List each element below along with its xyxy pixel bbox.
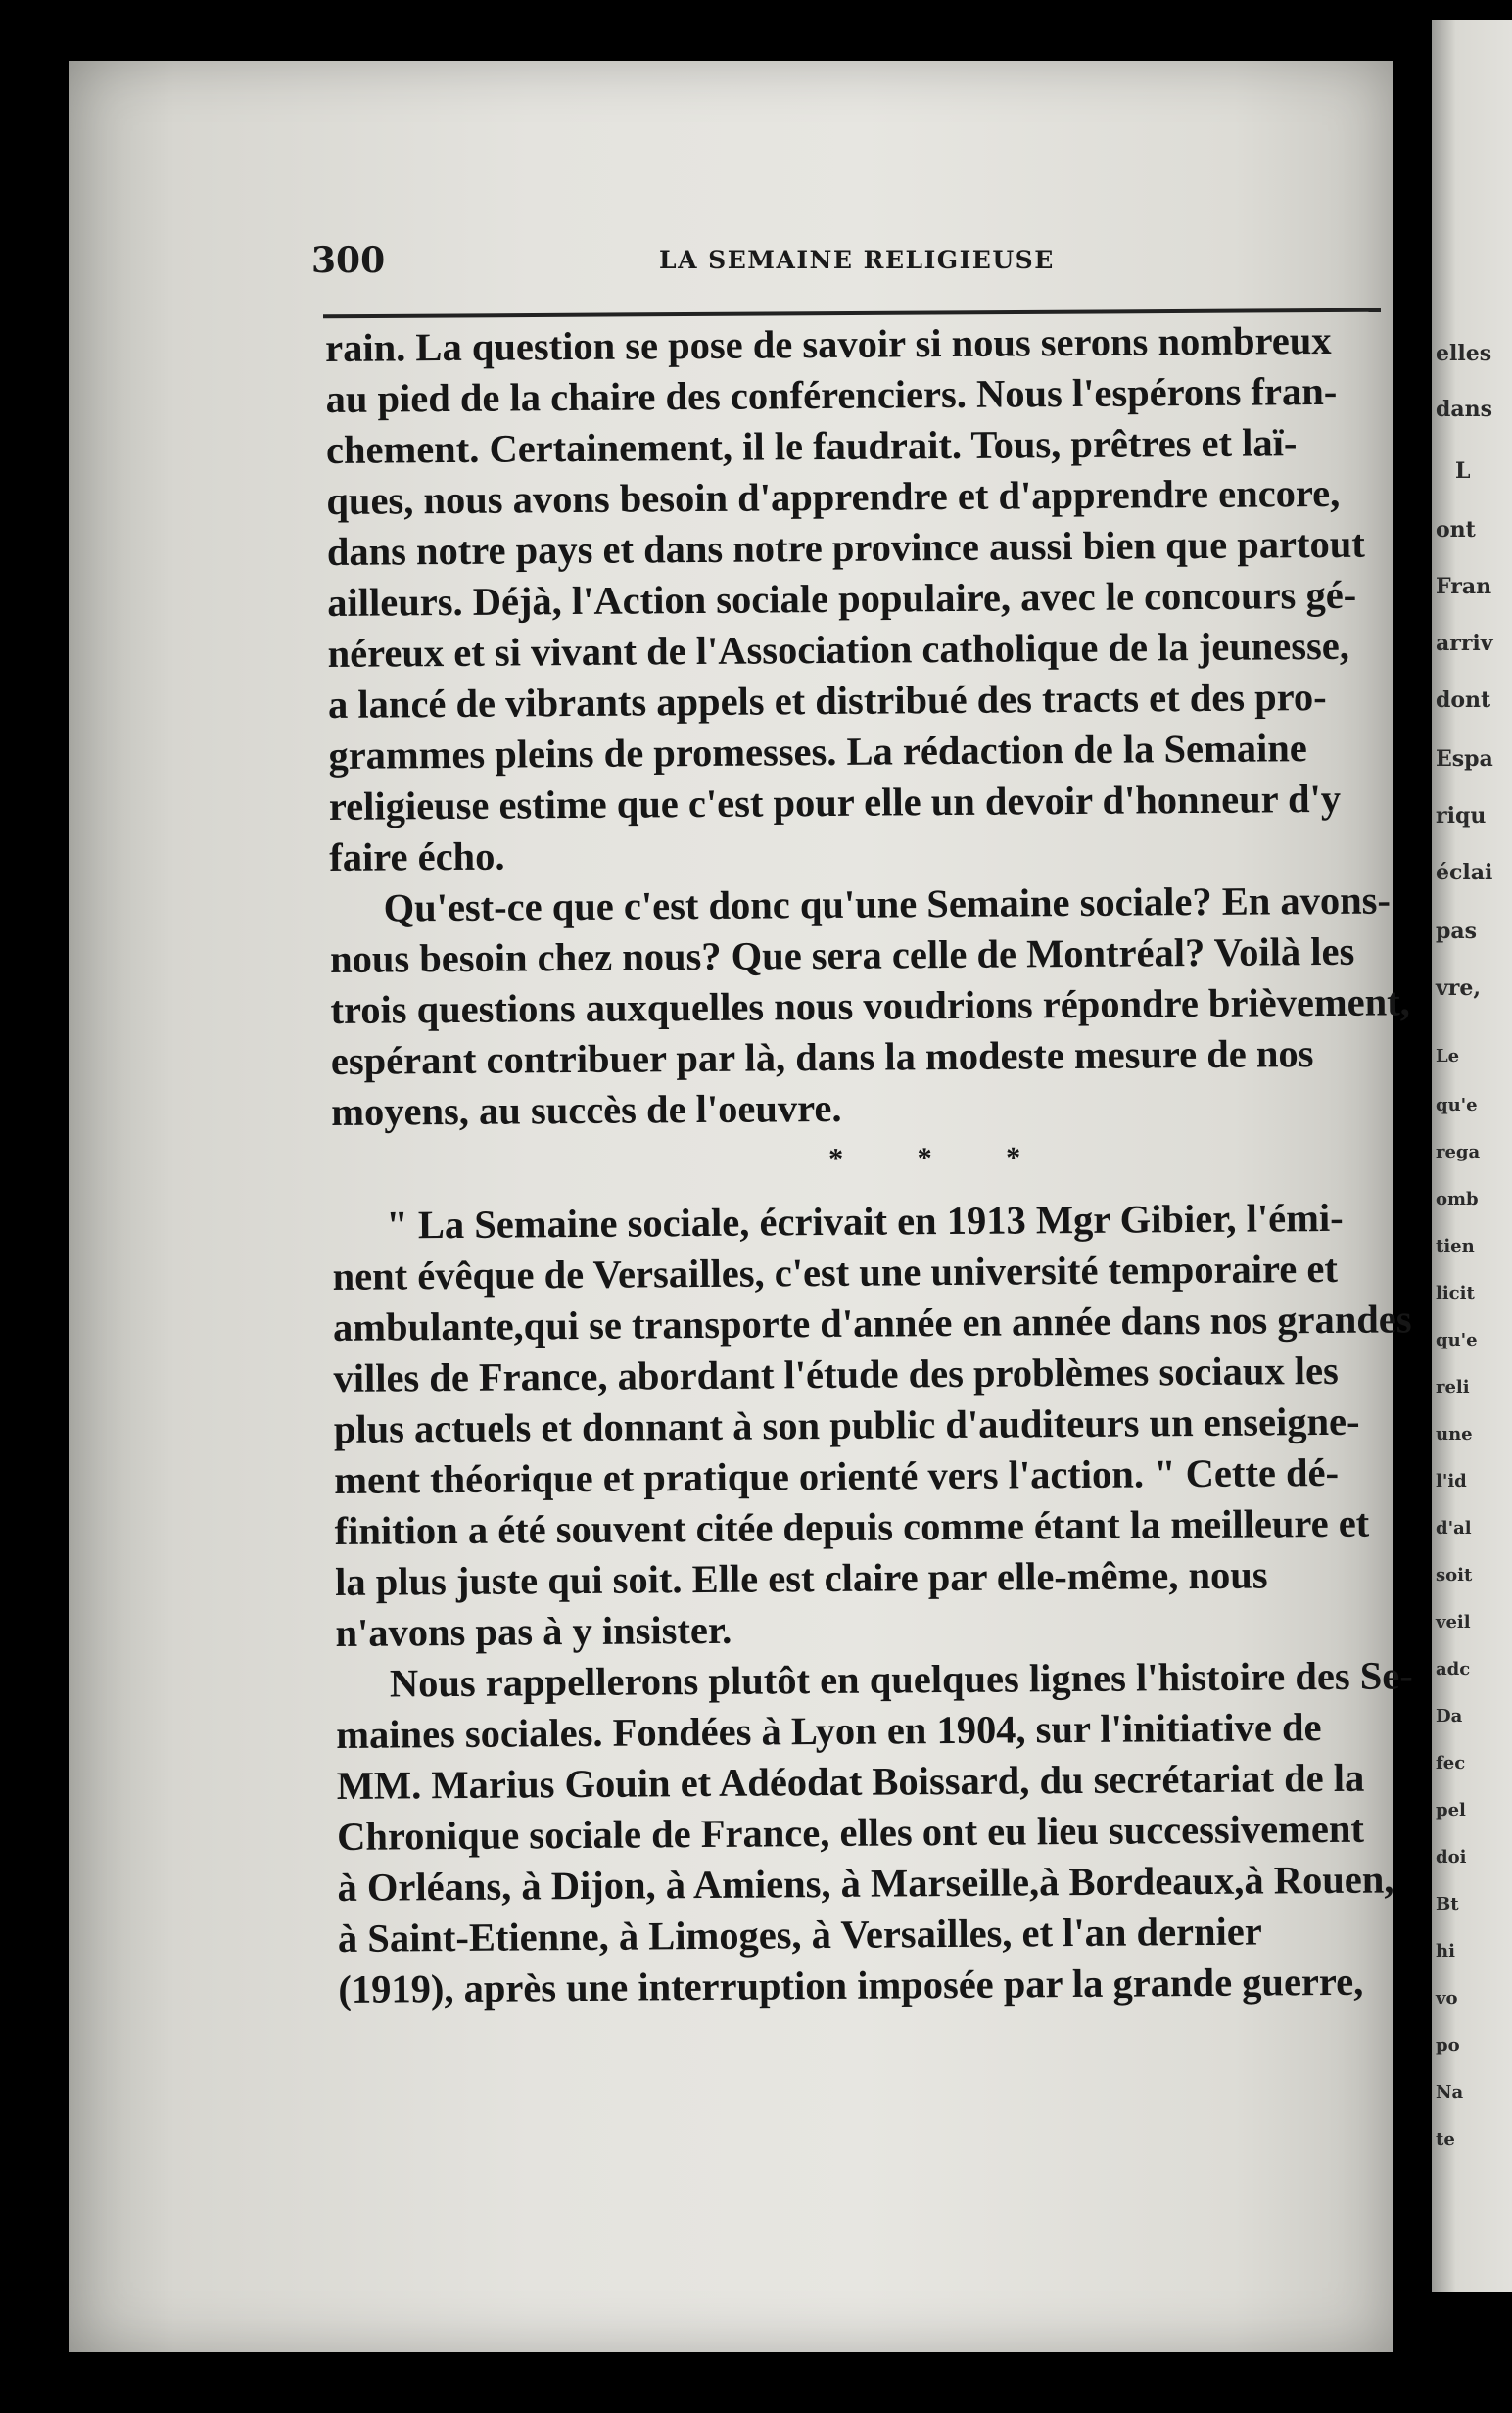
text-line: trois questions auxquelles nous voudrions répondre brièvement, [330, 979, 1410, 1032]
text-line: ambulante,qui se transporte d'année en année dans nos grandes [332, 1297, 1412, 1349]
facing-fragment: adc [1436, 1659, 1471, 1680]
text-line: Chronique sociale de France, elles ont eu lieu successivement [336, 1806, 1365, 1859]
page-number: 300 [311, 240, 386, 281]
text-line: grammes pleins de promesses. La rédaction de la Semaine [328, 726, 1307, 778]
facing-fragment: fec [1436, 1753, 1466, 1774]
page-header [311, 240, 1379, 281]
text-line: ques, nous avons besoin d'apprendre et d'apprendre encore, [326, 470, 1341, 523]
text-line: ment théorique et pratique orienté vers l'action. " Cette dé- [334, 1449, 1340, 1502]
running-title: LA SEMAINE RELIGIEUSE [659, 246, 1055, 274]
facing-fragment: veil [1436, 1612, 1471, 1632]
facing-fragment: pas [1436, 919, 1478, 944]
text-line: rain. La question se pose de savoir si nous serons nombreux [325, 317, 1332, 370]
text-line: à Orléans, à Dijon, à Amiens, à Marseille,à Bordeaux,à Rouen, [337, 1857, 1394, 1910]
facing-fragment: une [1436, 1424, 1473, 1444]
facing-fragment: hi [1436, 1941, 1455, 1962]
text-line: a lancé de vibrants appels et distribué des tracts et des pro- [327, 674, 1327, 727]
facing-fragment: arriv [1436, 631, 1493, 656]
facing-fragment: reli [1436, 1377, 1470, 1397]
facing-fragment: rega [1436, 1142, 1481, 1162]
text-line: faire écho. [329, 833, 505, 879]
section-separator: * * * [828, 1141, 1055, 1175]
facing-fragment: l'id [1436, 1471, 1467, 1491]
facing-fragment: Le [1436, 1046, 1460, 1066]
facing-fragment: vo [1436, 1988, 1458, 2009]
text-line: moyens, au succès de l'oeuvre. [331, 1085, 842, 1134]
facing-fragment: omb [1436, 1189, 1479, 1209]
text-line: nent évêque de Versailles, c'est une université temporaire et [332, 1246, 1339, 1299]
facing-fragment: ont [1436, 517, 1476, 543]
text-line: dans notre pays et dans notre province aussi bien que partout [326, 521, 1365, 574]
text-line: MM. Marius Gouin et Adéodat Boissard, du secrétariat de la [336, 1755, 1365, 1808]
text-line: religieuse estime que c'est pour elle un devoir d'honneur d'y [328, 776, 1342, 828]
text-line: Qu'est-ce que c'est donc qu'une Semaine sociale? En avons- [383, 877, 1392, 930]
facing-fragment: qu'e [1436, 1095, 1478, 1115]
facing-fragment: soit [1436, 1565, 1473, 1585]
facing-fragment: dans [1436, 397, 1493, 422]
facing-fragment: L [1455, 458, 1471, 484]
text-line: villes de France, abordant l'étude des problèmes sociaux les [333, 1348, 1339, 1400]
body-text [325, 314, 1441, 2015]
text-line: (1919), après une interruption imposée par la grande guerre, [338, 1959, 1364, 2011]
facing-fragment: Bt [1436, 1894, 1459, 1915]
facing-fragment: qu'e [1436, 1330, 1478, 1350]
facing-fragment: elles [1436, 341, 1492, 366]
facing-fragment: Fran [1436, 574, 1492, 599]
text-line: chement. Certainement, il le faudrait. Tous, prêtres et laï- [325, 420, 1298, 472]
text-line: finition a été souvent citée depuis comme étant la meilleure et [334, 1500, 1370, 1553]
facing-fragment: vre, [1436, 975, 1482, 1001]
facing-fragment: po [1436, 2035, 1460, 2056]
text-line: plus actuels et donnant à son public d'auditeurs un enseigne- [333, 1398, 1360, 1451]
facing-fragment: Espa [1436, 746, 1493, 772]
facing-fragment: éclai [1436, 860, 1493, 885]
facing-fragment: riqu [1436, 803, 1487, 828]
facing-fragment: d'al [1436, 1518, 1472, 1538]
text-line: maines sociales. Fondées à Lyon en 1904, sur l'initiative de [336, 1705, 1322, 1757]
facing-fragment: Na [1436, 2082, 1464, 2103]
text-line: au pied de la chaire des conférenciers. Nous l'espérons fran- [325, 368, 1338, 421]
text-line: n'avons pas à y insister. [335, 1607, 732, 1655]
facing-fragment: tien [1436, 1236, 1475, 1256]
text-line: ailleurs. Déjà, l'Action sociale populaire, avec le concours gé- [327, 572, 1357, 625]
text-line: " La Semaine sociale, écrivait en 1913 Mgr Gibier, l'émi- [386, 1195, 1344, 1248]
text-line: nous besoin chez nous? Que sera celle de Montréal? Voilà les [329, 928, 1355, 981]
text-line: néreux et si vivant de l'Association catholique de la jeunesse, [327, 623, 1350, 676]
text-line: Nous rappellerons plutôt en quelques lignes l'histoire des Se- [389, 1653, 1413, 1706]
facing-fragment: Da [1436, 1706, 1463, 1727]
text-line: à Saint-Etienne, à Limoges, à Versailles, et l'an dernier [337, 1909, 1262, 1961]
facing-fragment: dont [1436, 687, 1491, 713]
facing-fragment: licit [1436, 1283, 1475, 1303]
facing-fragment: doi [1436, 1847, 1467, 1868]
text-line: la plus juste qui soit. Elle est claire par elle-même, nous [334, 1552, 1268, 1604]
facing-page-edge [1432, 20, 1512, 2292]
text-line: espérant contribuer par là, dans la modeste mesure de nos [330, 1031, 1314, 1083]
facing-fragment: pel [1436, 1800, 1466, 1821]
facing-fragment: te [1436, 2129, 1455, 2150]
